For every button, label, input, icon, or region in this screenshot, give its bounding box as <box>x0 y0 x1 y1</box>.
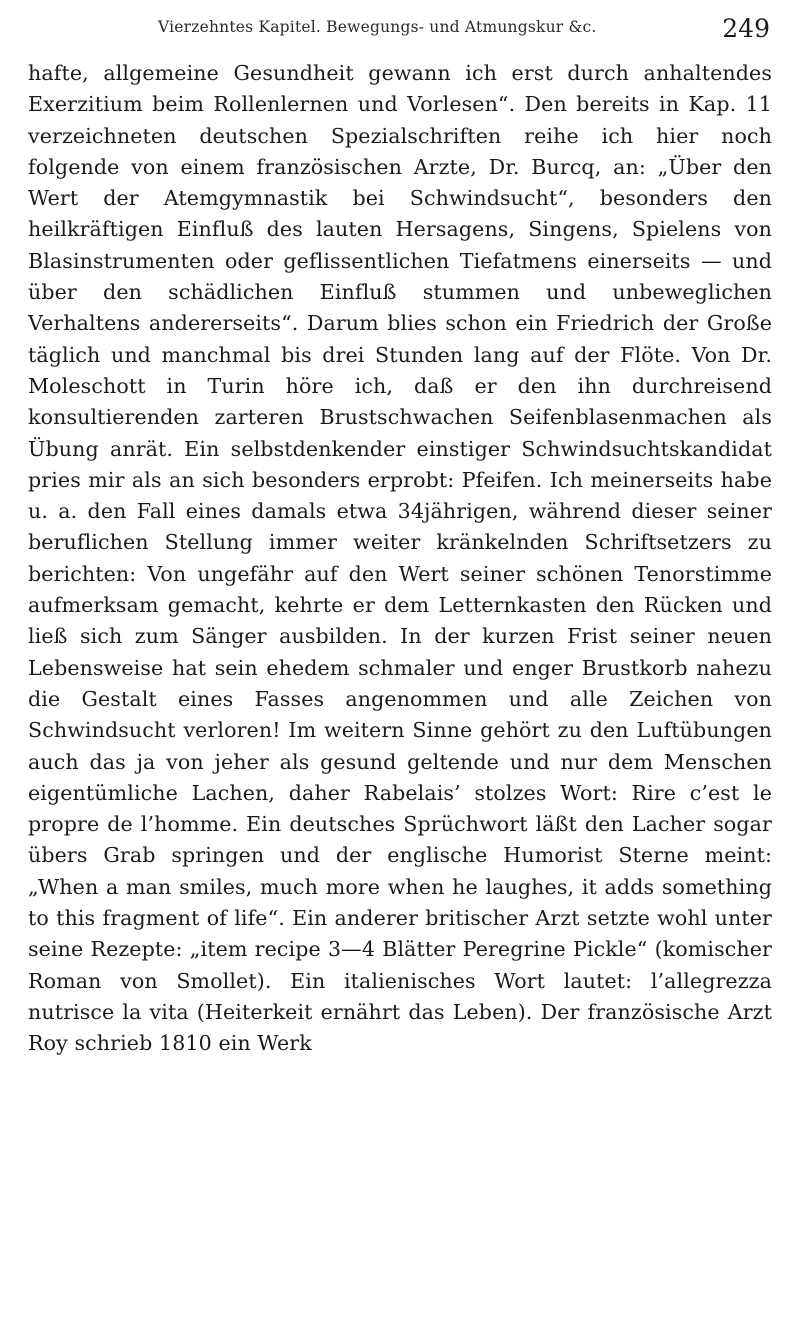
running-title: Vierzehntes Kapitel. Bewegungs- und Atmungskur &c. <box>158 18 597 36</box>
body-paragraph: hafte, allgemeine Gesundheit gewann ich erst durch anhaltendes Exerzitium beim Rollenlernen und Vorlesen“. Den bereits in Kap. 11 verzeichneten deutschen Spezialschriften reihe ich hier noch folgende von einem französischen Arzte, Dr. Burcq, an: „Über den Wert der Atemgymnastik bei Schwindsucht“, besonders den heilkräftigen Einfluß des lauten Hersagens, Singens, Spielens von Blasinstrumenten oder geflissentlichen Tiefatmens einerseits — und über den schädlichen Einfluß stummen und unbeweglichen Verhaltens andererseits“. Darum blies schon ein Friedrich der Große täglich und manchmal bis drei Stunden lang auf der Flöte. Von Dr. Moleschott in Turin höre ich, daß er den ihn durchreisend konsultierenden zarteren Brustschwachen Seifenblasenmachen als Übung anrät. Ein selbstdenkender einstiger Schwindsuchtskandidat pries mir als an sich besonders erprobt: Pfeifen. Ich meinerseits habe u. a. den Fall eines damals etwa 34jährigen, während dieser seiner beruflichen Stellung immer weiter kränkelnden Schriftsetzers zu berichten: Von ungefähr auf den Wert seiner schönen Tenorstimme aufmerksam gemacht, kehrte er dem Letternkasten den Rücken und ließ sich zum Sänger ausbilden. In der kurzen Frist seiner neuen Lebensweise hat sein ehedem schmaler und enger Brustkorb nahezu die Gestalt eines Fasses angenommen und alle Zeichen von Schwindsucht verloren! Im weitern Sinne gehört zu den Luftübungen auch das ja von jeher als gesund geltende und nur dem Menschen eigentümliche Lachen, daher Rabelais’ stolzes Wort: Rire c’est le propre de l’homme. Ein deutsches Sprüchwort läßt den Lacher sogar übers Grab springen und der englische Humorist Sterne meint: „When a man smiles, much more when he laughes, it adds something to this fragment of life“. Ein anderer britischer Arzt setzte wohl unter seine Rezepte: „item recipe 3—4 Blätter Peregrine Pickle“ (komischer Roman von Smollet). Ein italienisches Wort lautet: l’allegrezza nutrisce la vita (Heiterkeit ernährt das Leben). Der französische Arzt Roy schrieb 1810 ein Werk <box>28 61 772 1056</box>
running-head <box>28 14 772 58</box>
page-number: 249 <box>722 14 770 43</box>
body-text <box>28 58 772 1060</box>
